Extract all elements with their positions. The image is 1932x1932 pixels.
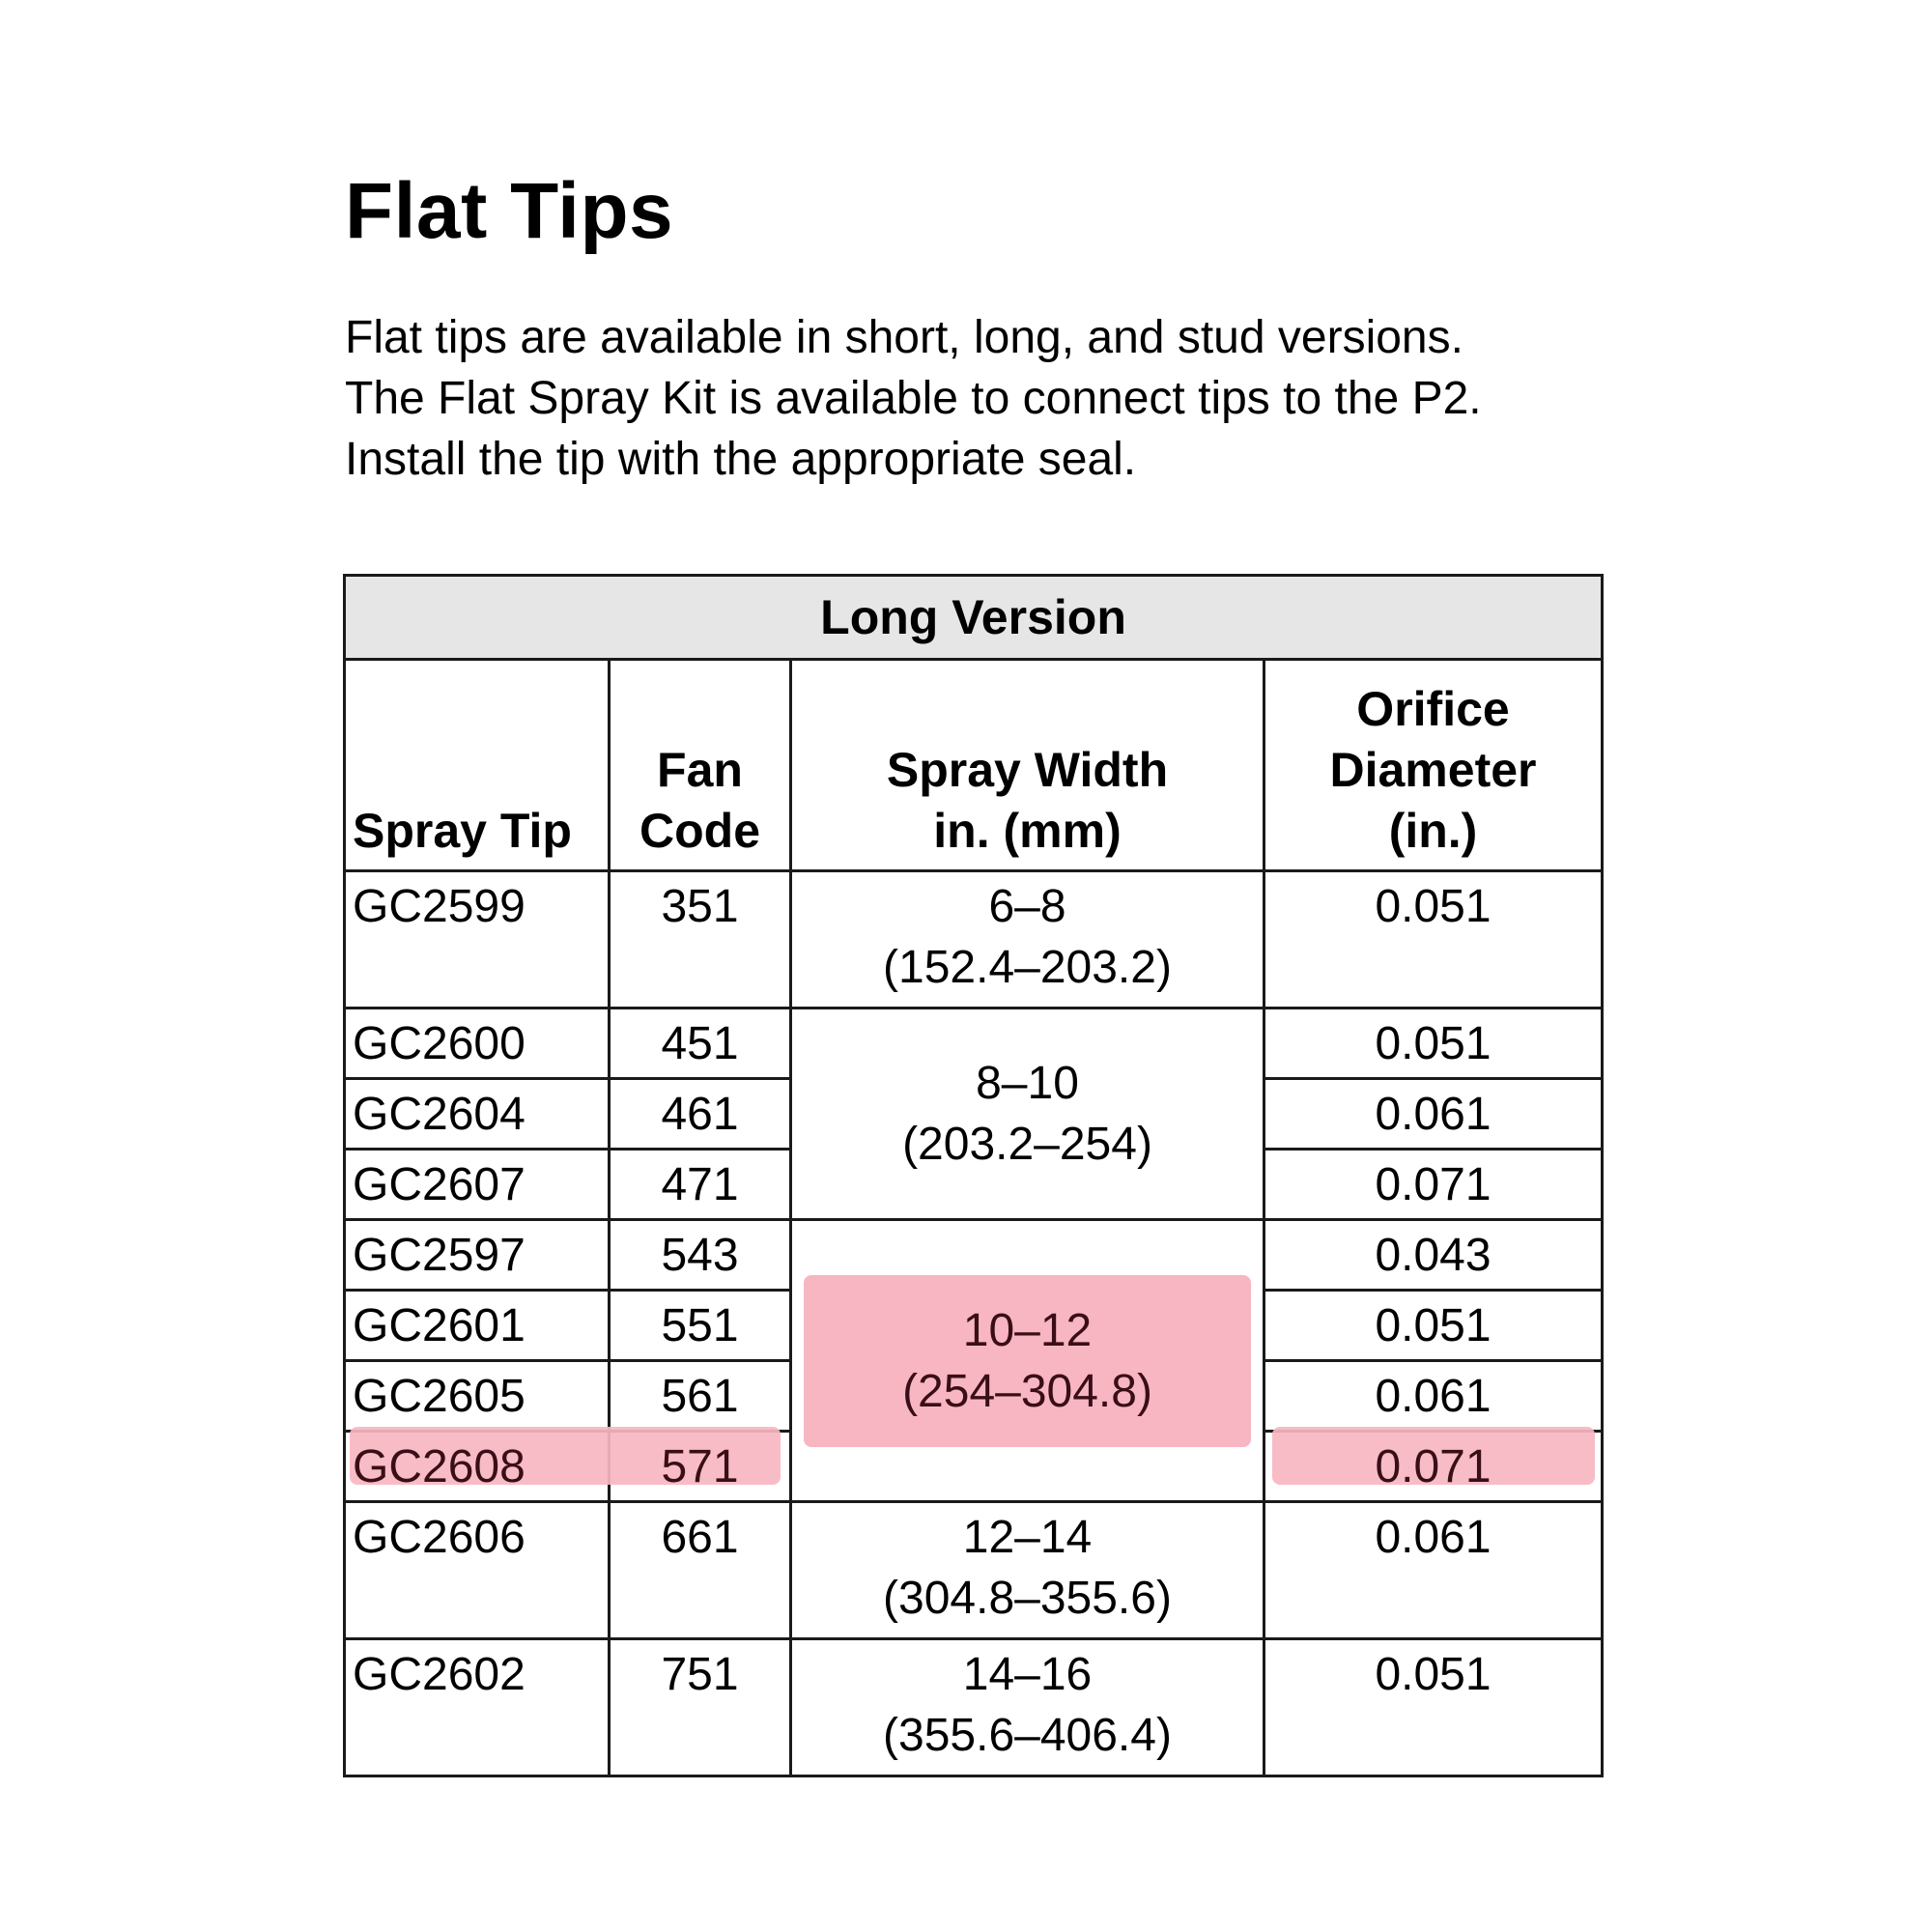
- header-fan-line: Fan: [657, 743, 743, 797]
- cell-spray-width: [791, 871, 1264, 1009]
- header-orifice: [1264, 660, 1603, 871]
- intro-line: The Flat Spray Kit is available to connect tips to the P2.: [345, 373, 1482, 424]
- width-in: 8–10: [976, 1058, 1079, 1109]
- width-mm: (304.8–355.6): [883, 1573, 1172, 1624]
- cell-orifice: 0.051: [1264, 871, 1603, 1009]
- highlighted-spray-tip: GC2608: [353, 1440, 526, 1492]
- header-spray-width: [791, 660, 1264, 871]
- cell-orifice: 0.061: [1264, 1502, 1603, 1639]
- cell-spray-tip: GC2601: [345, 1291, 610, 1361]
- width-mm: (355.6–406.4): [883, 1710, 1172, 1761]
- highlighted-fan-code: 571: [661, 1440, 739, 1492]
- width-in: 14–16: [962, 1649, 1093, 1700]
- width-in: 10–12: [962, 1304, 1093, 1356]
- cell-orifice: 0.071: [1264, 1150, 1603, 1220]
- cell-spray-tip: GC2606: [345, 1502, 610, 1639]
- table-row: [345, 1639, 1603, 1776]
- cell-fan-code: 351: [610, 871, 791, 1009]
- header-width-line: Spray Width: [886, 743, 1169, 797]
- cell-spray-tip: GC2597: [345, 1220, 610, 1291]
- width-in: 12–14: [962, 1512, 1093, 1563]
- highlight-spray-width: [804, 1275, 1251, 1447]
- header-fan-code: [610, 660, 791, 871]
- cell-orifice: 0.051: [1264, 1639, 1603, 1776]
- cell-fan-code: 751: [610, 1639, 791, 1776]
- cell-orifice: 0.061: [1264, 1361, 1603, 1432]
- header-orifice-line: Orifice: [1356, 682, 1510, 736]
- intro-line: Flat tips are available in short, long, and stud versions.: [345, 312, 1463, 363]
- cell-spray-tip: GC2599: [345, 871, 610, 1009]
- cell-orifice: 0.051: [1264, 1009, 1603, 1079]
- cell-spray-tip: GC2602: [345, 1639, 610, 1776]
- intro-line: Install the tip with the appropriate seal.: [345, 434, 1137, 485]
- table-row: [345, 871, 1603, 1009]
- table-caption: Long Version: [345, 576, 1603, 660]
- header-orifice-line: Diameter: [1329, 743, 1537, 797]
- cell-spray-width: [791, 1009, 1264, 1220]
- cell-spray-tip: GC2605: [345, 1361, 610, 1432]
- cell-orifice: 0.051: [1264, 1291, 1603, 1361]
- cell-fan-code: 661: [610, 1502, 791, 1639]
- cell-fan-code: 543: [610, 1220, 791, 1291]
- cell-orifice: 0.043: [1264, 1220, 1603, 1291]
- width-mm: (152.4–203.2): [883, 942, 1172, 993]
- cell-orifice: 0.061: [1264, 1079, 1603, 1150]
- cell-spray-tip: GC2604: [345, 1079, 610, 1150]
- cell-fan-code: 551: [610, 1291, 791, 1361]
- table-row: [345, 1009, 1603, 1079]
- cell-spray-width: [791, 1639, 1264, 1776]
- cell-spray-width-highlighted: [791, 1220, 1264, 1502]
- long-version-table: [343, 574, 1604, 1777]
- cell-fan-code: 461: [610, 1079, 791, 1150]
- cell-spray-tip: GC2600: [345, 1009, 610, 1079]
- table-row: [345, 1502, 1603, 1639]
- width-in: 6–8: [988, 881, 1066, 932]
- width-mm: (254–304.8): [902, 1365, 1152, 1417]
- intro-paragraph: [345, 307, 1697, 490]
- header-width-line: in. (mm): [933, 804, 1122, 858]
- header-spray-tip: Spray Tip: [345, 660, 610, 871]
- cell-spray-width: [791, 1502, 1264, 1639]
- header-orifice-line: (in.): [1388, 804, 1478, 858]
- table-row: [345, 1220, 1603, 1291]
- header-fan-line: Code: [639, 804, 760, 858]
- page-title: Flat Tips: [345, 167, 674, 255]
- cell-fan-code: 471: [610, 1150, 791, 1220]
- cell-fan-code: 451: [610, 1009, 791, 1079]
- width-mm: (203.2–254): [902, 1119, 1152, 1170]
- cell-fan-code: 561: [610, 1361, 791, 1432]
- highlighted-orifice: 0.071: [1375, 1440, 1492, 1492]
- cell-spray-tip: GC2607: [345, 1150, 610, 1220]
- flat-tips-table-container: [343, 574, 1601, 1761]
